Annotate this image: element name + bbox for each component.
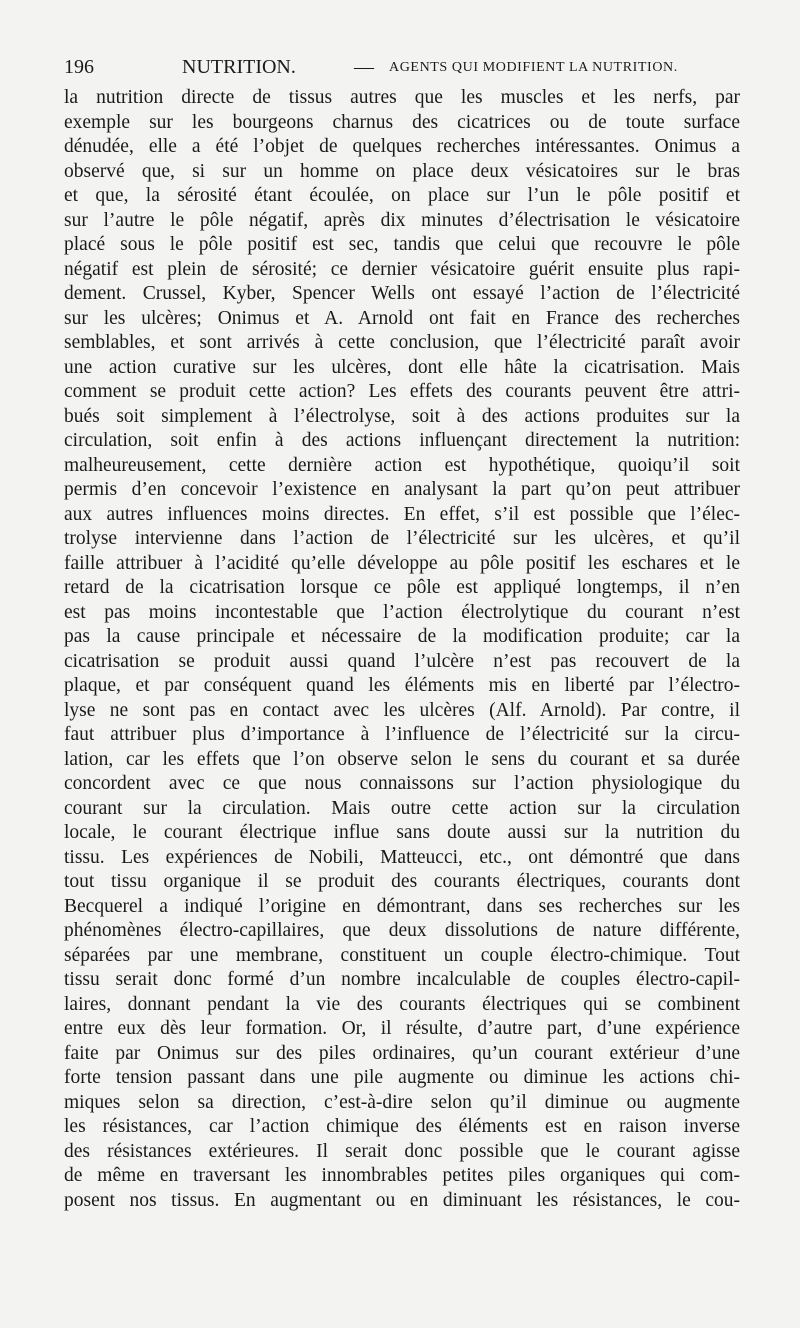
text-line: les résistances, car l’action chimique des éléments est en raison inverse [64,1116,740,1137]
running-header [64,52,744,82]
text-line: Becquerel a indiqué l’origine en démontrant, dans ses recherches sur les [64,895,740,917]
text-line: sur les ulcères; Onimus et A. Arnold ont fait en France des recherches [64,307,740,329]
text-line: est pas moins incontestable que l’action électrolytique du courant n’est [64,601,740,623]
text-line: faille attribuer à l’acidité qu’elle développe au pôle positif les eschares et le [64,552,740,574]
text-line: concordent avec ce que nous connaissons sur l’action physiologique du [64,773,740,794]
text-line: sur l’autre le pôle négatif, après dix minutes d’électrisation le vésicatoire [64,209,740,231]
text-line: entre eux dès leur formation. Or, il résulte, d’autre part, d’une expérience [64,1018,740,1039]
text-line: tissu serait donc formé d’un nombre incalculable de couples électro-capil- [64,969,740,990]
text-line: semblables, et sont arrivés à cette conclusion, que l’électricité paraît avoir [64,332,740,353]
text-line: négatif est plein de sérosité; ce dernier vésicatoire guérit ensuite plus rapi- [64,258,740,280]
text-line: placé sous le pôle positif est sec, tandis que celui que recouvre le pôle [64,234,740,255]
text-line: lation, car les effets que l’on observe selon le sens du courant et sa durée [64,748,740,770]
text-line: forte tension passant dans une pile augmente ou diminue les actions chi- [64,1067,740,1088]
text-line: des résistances extérieures. Il serait donc possible que le courant agisse [64,1140,740,1162]
text-line: faut attribuer plus d’importance à l’influence de l’électricité sur la circu- [64,724,740,745]
text-line: faite par Onimus sur des piles ordinaires, qu’un courant extérieur d’une [64,1042,740,1064]
text-line: exemple sur les bourgeons charnus des cicatrices ou de toute surface [64,111,740,133]
text-line: tissu. Les expériences de Nobili, Matteucci, etc., ont démontré que dans [64,846,740,868]
text-line: circulation, soit enfin à des actions influençant directement la nutrition: [64,430,740,451]
text-line: dement. Crussel, Kyber, Spencer Wells ont essayé l’action de l’électricité [64,283,740,304]
text-line: malheureusement, cette dernière action est hypothétique, quoiqu’il soit [64,454,740,476]
header-subtitle: AGENTS QUI MODIFIENT LA NUTRITION. [389,60,678,75]
text-line: locale, le courant électrique influe sans doute aussi sur la nutrition du [64,822,740,843]
text-line: miques selon sa direction, c’est-à-dire selon qu’il diminue ou augmente [64,1091,740,1113]
text-line: phénomènes électro-capillaires, que deux dissolutions de nature différente, [64,920,740,941]
text-line: dénudée, elle a été l’objet de quelques recherches intéressantes. Onimus a [64,136,740,157]
text-line: comment se produit cette action? Les effets des courants peuvent être attri- [64,381,740,402]
text-line: observé que, si sur un homme on place deux vésicatoires sur le bras [64,160,740,182]
text-line: plaque, et par conséquent quand les éléments mis en liberté par l’électro- [64,675,740,696]
text-line: cicatrisation se produit aussi quand l’ulcère n’est pas recouvert de la [64,650,740,672]
text-line: de même en traversant les innombrables petites piles organiques qui com- [64,1165,740,1186]
text-line: séparées par une membrane, constituent un couple électro-chimique. Tout [64,944,740,966]
text-line: retard de la cicatrisation lorsque ce pôle est appliqué longtemps, il n’en [64,577,740,598]
body-text [64,86,740,1213]
text-line: permis d’en concevoir l’existence en analysant la part qu’on peut attribuer [64,479,740,500]
text-line: laires, donnant pendant la vie des courants électriques qui se combinent [64,993,740,1015]
page-number: 196 [64,56,94,78]
text-line: et que, la sérosité étant écoulée, on place sur l’un le pôle positif et [64,185,740,206]
header-title: NUTRITION. [182,56,296,78]
text-line: posent nos tissus. En augmentant ou en diminuant les résistances, le cou- [64,1189,740,1211]
text-line: une action curative sur les ulcères, dont elle hâte la cicatrisation. Mais [64,356,740,378]
text-line: lyse ne sont pas en contact avec les ulcères (Alf. Arnold). Par contre, il [64,699,740,721]
text-line: tout tissu organique il se produit des courants électriques, courants dont [64,871,740,892]
text-line: aux autres influences moins directes. En effet, s’il est possible que l’élec- [64,503,740,525]
header-dash: — [354,56,374,78]
text-line: trolyse intervienne dans l’action de l’électricité sur les ulcères, et qu’il [64,528,740,549]
text-line: la nutrition directe de tissus autres que les muscles et les nerfs, par [64,87,740,108]
text-line: pas la cause principale et nécessaire de la modification produite; car la [64,626,740,647]
text-line: courant sur la circulation. Mais outre cette action sur la circulation [64,797,740,819]
text-line: bués soit simplement à l’électrolyse, soit à des actions produites sur la [64,405,740,427]
